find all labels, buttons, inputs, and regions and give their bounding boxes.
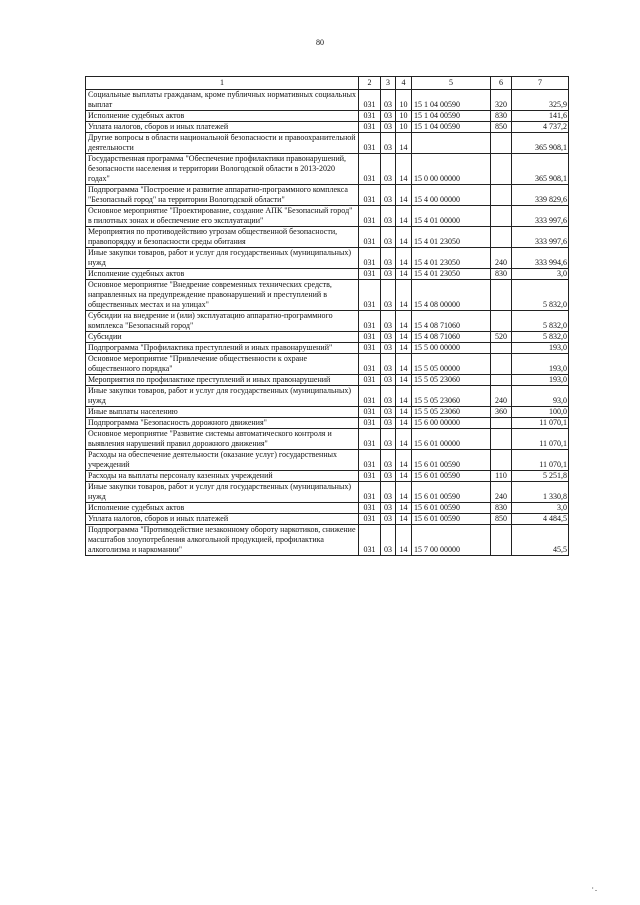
amount-cell: 4 737,2 (512, 122, 569, 133)
amount-cell: 333 994,6 (512, 248, 569, 269)
expense-type-cell (491, 525, 512, 556)
table-row (86, 386, 569, 407)
section-code-cell: 03 (381, 185, 396, 206)
section-code-cell: 03 (381, 407, 396, 418)
subsection-code-cell: 14 (396, 185, 412, 206)
ministry-code-cell: 031 (359, 248, 381, 269)
ministry-code-cell: 031 (359, 332, 381, 343)
expense-type-cell: 110 (491, 471, 512, 482)
amount-cell: 193,0 (512, 343, 569, 354)
section-code-cell: 03 (381, 206, 396, 227)
section-code-cell: 03 (381, 354, 396, 375)
expense-type-cell: 240 (491, 386, 512, 407)
amount-cell: 3,0 (512, 269, 569, 280)
table-row (86, 90, 569, 111)
section-code-cell: 03 (381, 227, 396, 248)
amount-cell: 11 070,1 (512, 450, 569, 471)
section-code-cell: 03 (381, 482, 396, 503)
ministry-code-cell: 031 (359, 227, 381, 248)
ministry-code-cell: 031 (359, 90, 381, 111)
expense-type-cell (491, 227, 512, 248)
amount-cell: 333 997,6 (512, 227, 569, 248)
target-article-cell: 15 5 05 00000 (412, 354, 491, 375)
row-name-cell: Исполнение судебных актов (86, 503, 359, 514)
target-article-cell: 15 4 08 71060 (412, 311, 491, 332)
subsection-code-cell: 14 (396, 503, 412, 514)
section-code-cell: 03 (381, 133, 396, 154)
section-code-cell: 03 (381, 429, 396, 450)
row-name-cell: Уплата налогов, сборов и иных платежей (86, 122, 359, 133)
ministry-code-cell: 031 (359, 503, 381, 514)
table-row (86, 269, 569, 280)
subsection-code-cell: 14 (396, 343, 412, 354)
target-article-cell: 15 1 04 00590 (412, 90, 491, 111)
subsection-code-cell: 14 (396, 154, 412, 185)
target-article-cell: 15 6 01 00590 (412, 503, 491, 514)
section-code-cell: 03 (381, 525, 396, 556)
column-header: 5 (412, 77, 491, 90)
column-header: 2 (359, 77, 381, 90)
column-header: 6 (491, 77, 512, 90)
ministry-code-cell: 031 (359, 471, 381, 482)
ministry-code-cell: 031 (359, 280, 381, 311)
subsection-code-cell: 14 (396, 375, 412, 386)
ministry-code-cell: 031 (359, 514, 381, 525)
amount-cell: 339 829,6 (512, 185, 569, 206)
ministry-code-cell: 031 (359, 154, 381, 185)
expense-type-cell (491, 418, 512, 429)
amount-cell: 5 832,0 (512, 311, 569, 332)
table-row (86, 111, 569, 122)
row-name-cell: Субсидии (86, 332, 359, 343)
table-row (86, 154, 569, 185)
row-name-cell: Подпрограмма "Профилактика преступлений и иных правонарушений" (86, 343, 359, 354)
row-name-cell: Уплата налогов, сборов и иных платежей (86, 514, 359, 525)
ministry-code-cell: 031 (359, 354, 381, 375)
expense-type-cell: 830 (491, 269, 512, 280)
amount-cell: 325,9 (512, 90, 569, 111)
row-name-cell: Другие вопросы в области национальной безопасности и правоохранительной деятельности (86, 133, 359, 154)
subsection-code-cell: 14 (396, 407, 412, 418)
section-code-cell: 03 (381, 418, 396, 429)
expense-type-cell (491, 375, 512, 386)
subsection-code-cell: 14 (396, 248, 412, 269)
ministry-code-cell: 031 (359, 133, 381, 154)
subsection-code-cell: 14 (396, 269, 412, 280)
ministry-code-cell: 031 (359, 111, 381, 122)
section-code-cell: 03 (381, 111, 396, 122)
subsection-code-cell: 14 (396, 418, 412, 429)
table-row (86, 429, 569, 450)
expense-type-cell (491, 280, 512, 311)
ministry-code-cell: 031 (359, 206, 381, 227)
expense-type-cell: 360 (491, 407, 512, 418)
amount-cell: 11 070,1 (512, 418, 569, 429)
section-code-cell: 03 (381, 332, 396, 343)
subsection-code-cell: 14 (396, 280, 412, 311)
amount-cell: 365 908,1 (512, 133, 569, 154)
target-article-cell: 15 4 08 00000 (412, 280, 491, 311)
expense-type-cell (491, 311, 512, 332)
section-code-cell: 03 (381, 90, 396, 111)
subsection-code-cell: 14 (396, 227, 412, 248)
section-code-cell: 03 (381, 503, 396, 514)
table-row (86, 280, 569, 311)
amount-cell: 100,0 (512, 407, 569, 418)
table-row (86, 343, 569, 354)
subsection-code-cell: 10 (396, 111, 412, 122)
target-article-cell: 15 4 08 71060 (412, 332, 491, 343)
section-code-cell: 03 (381, 248, 396, 269)
ministry-code-cell: 031 (359, 311, 381, 332)
table-row (86, 418, 569, 429)
ministry-code-cell: 031 (359, 450, 381, 471)
expense-type-cell (491, 154, 512, 185)
row-name-cell: Социальные выплаты гражданам, кроме публичных нормативных социальных выплат (86, 90, 359, 111)
column-header: 7 (512, 77, 569, 90)
expense-type-cell (491, 206, 512, 227)
target-article-cell: 15 4 00 00000 (412, 185, 491, 206)
amount-cell: 3,0 (512, 503, 569, 514)
budget-table (85, 76, 569, 556)
target-article-cell: 15 6 00 00000 (412, 418, 491, 429)
ministry-code-cell: 031 (359, 525, 381, 556)
amount-cell: 4 484,5 (512, 514, 569, 525)
table-row (86, 450, 569, 471)
subsection-code-cell: 14 (396, 525, 412, 556)
page-number: 80 (316, 38, 324, 47)
table-row (86, 227, 569, 248)
ministry-code-cell: 031 (359, 122, 381, 133)
amount-cell: 5 832,0 (512, 332, 569, 343)
section-code-cell: 03 (381, 375, 396, 386)
expense-type-cell: 850 (491, 122, 512, 133)
subsection-code-cell: 14 (396, 354, 412, 375)
expense-type-cell: 240 (491, 482, 512, 503)
subsection-code-cell: 14 (396, 133, 412, 154)
target-article-cell: 15 6 01 00590 (412, 482, 491, 503)
amount-cell: 333 997,6 (512, 206, 569, 227)
ministry-code-cell: 031 (359, 418, 381, 429)
ministry-code-cell: 031 (359, 375, 381, 386)
row-name-cell: Подпрограмма "Безопасность дорожного движения" (86, 418, 359, 429)
expense-type-cell (491, 343, 512, 354)
amount-cell: 5 832,0 (512, 280, 569, 311)
amount-cell: 193,0 (512, 354, 569, 375)
row-name-cell: Мероприятия по противодействию угрозам общественной безопасности, правопорядку и безопасности среды обитания (86, 227, 359, 248)
row-name-cell: Субсидии на внедрение и (или) эксплуатацию аппаратно-программного комплекса "Безопасный город" (86, 311, 359, 332)
subsection-code-cell: 10 (396, 122, 412, 133)
row-name-cell: Основное мероприятие "Проектирование, создание АПК "Безопасный город" в пилотных зонах и обеспечение его эксплуатации" (86, 206, 359, 227)
table-row (86, 206, 569, 227)
table-row (86, 248, 569, 269)
target-article-cell: 15 6 01 00590 (412, 450, 491, 471)
row-name-cell: Основное мероприятие "Развитие системы автоматического контроля и выявления нарушений правил дорожного движения" (86, 429, 359, 450)
expense-type-cell (491, 429, 512, 450)
subsection-code-cell: 14 (396, 429, 412, 450)
target-article-cell: 15 6 01 00590 (412, 514, 491, 525)
ministry-code-cell: 031 (359, 407, 381, 418)
expense-type-cell: 830 (491, 503, 512, 514)
subsection-code-cell: 14 (396, 514, 412, 525)
row-name-cell: Подпрограмма "Построение и развитие аппаратно-программного комплекса "Безопасный город" на территории Вологодской области" (86, 185, 359, 206)
row-name-cell: Иные закупки товаров, работ и услуг для государственных (муниципальных) нужд (86, 248, 359, 269)
target-article-cell: 15 5 05 23060 (412, 407, 491, 418)
table-row (86, 332, 569, 343)
ministry-code-cell: 031 (359, 185, 381, 206)
subsection-code-cell: 14 (396, 450, 412, 471)
target-article-cell: 15 6 01 00000 (412, 429, 491, 450)
ministry-code-cell: 031 (359, 269, 381, 280)
row-name-cell: Иные выплаты населению (86, 407, 359, 418)
row-name-cell: Расходы на выплаты персоналу казенных учреждений (86, 471, 359, 482)
row-name-cell: Исполнение судебных актов (86, 269, 359, 280)
section-code-cell: 03 (381, 280, 396, 311)
table-row (86, 525, 569, 556)
row-name-cell: Основное мероприятие "Внедрение современных технических средств, направленных на предупреждение правонарушений и преступлений в общественных местах и на улицах" (86, 280, 359, 311)
table-row (86, 482, 569, 503)
amount-cell: 1 330,8 (512, 482, 569, 503)
amount-cell: 141,6 (512, 111, 569, 122)
subsection-code-cell: 14 (396, 311, 412, 332)
section-code-cell: 03 (381, 514, 396, 525)
column-header: 3 (381, 77, 396, 90)
column-header: 1 (86, 77, 359, 90)
table-row (86, 471, 569, 482)
expense-type-cell (491, 133, 512, 154)
expense-type-cell: 240 (491, 248, 512, 269)
table-row (86, 375, 569, 386)
subsection-code-cell: 14 (396, 206, 412, 227)
amount-cell: 193,0 (512, 375, 569, 386)
target-article-cell: 15 5 00 00000 (412, 343, 491, 354)
column-header: 4 (396, 77, 412, 90)
expense-type-cell: 320 (491, 90, 512, 111)
table-row (86, 354, 569, 375)
section-code-cell: 03 (381, 122, 396, 133)
target-article-cell: 15 1 04 00590 (412, 111, 491, 122)
subsection-code-cell: 14 (396, 332, 412, 343)
target-article-cell: 15 7 00 00000 (412, 525, 491, 556)
row-name-cell: Исполнение судебных актов (86, 111, 359, 122)
expense-type-cell: 850 (491, 514, 512, 525)
section-code-cell: 03 (381, 450, 396, 471)
target-article-cell: 15 4 01 23050 (412, 227, 491, 248)
table-row (86, 122, 569, 133)
row-name-cell: Мероприятия по профилактике преступлений и иных правонарушений (86, 375, 359, 386)
row-name-cell: Государственная программа "Обеспечение профилактики правонарушений, безопасности населения и территории Вологодской области в 2013-2020 годах" (86, 154, 359, 185)
row-name-cell: Расходы на обеспечение деятельности (оказание услуг) государственных учреждений (86, 450, 359, 471)
row-name-cell: Подпрограмма "Противодействие незаконному обороту наркотиков, снижение масштабов злоупотребления алкогольной продукцией, профилактика алкоголизма и наркомании" (86, 525, 359, 556)
target-article-cell: 15 6 01 00590 (412, 471, 491, 482)
row-name-cell: Иные закупки товаров, работ и услуг для государственных (муниципальных) нужд (86, 386, 359, 407)
target-article-cell: 15 5 05 23060 (412, 386, 491, 407)
expense-type-cell (491, 354, 512, 375)
target-article-cell (412, 133, 491, 154)
expense-type-cell (491, 450, 512, 471)
target-article-cell: 15 1 04 00590 (412, 122, 491, 133)
table-row (86, 311, 569, 332)
table-row (86, 407, 569, 418)
target-article-cell: 15 4 01 23050 (412, 269, 491, 280)
section-code-cell: 03 (381, 343, 396, 354)
expense-type-cell (491, 185, 512, 206)
subsection-code-cell: 10 (396, 90, 412, 111)
table-row (86, 514, 569, 525)
ministry-code-cell: 031 (359, 482, 381, 503)
amount-cell: 365 908,1 (512, 154, 569, 185)
subsection-code-cell: 14 (396, 482, 412, 503)
expense-type-cell: 830 (491, 111, 512, 122)
corner-mark: ·. (591, 884, 598, 893)
ministry-code-cell: 031 (359, 429, 381, 450)
amount-cell: 11 070,1 (512, 429, 569, 450)
amount-cell: 5 251,8 (512, 471, 569, 482)
section-code-cell: 03 (381, 471, 396, 482)
section-code-cell: 03 (381, 154, 396, 185)
table-row (86, 185, 569, 206)
expense-type-cell: 520 (491, 332, 512, 343)
header-row (86, 77, 569, 90)
target-article-cell: 15 4 01 23050 (412, 248, 491, 269)
row-name-cell: Иные закупки товаров, работ и услуг для государственных (муниципальных) нужд (86, 482, 359, 503)
amount-cell: 45,5 (512, 525, 569, 556)
ministry-code-cell: 031 (359, 386, 381, 407)
section-code-cell: 03 (381, 269, 396, 280)
amount-cell: 93,0 (512, 386, 569, 407)
table-row (86, 503, 569, 514)
ministry-code-cell: 031 (359, 343, 381, 354)
row-name-cell: Основное мероприятие "Привлечение общественности к охране общественного порядка" (86, 354, 359, 375)
target-article-cell: 15 0 00 00000 (412, 154, 491, 185)
target-article-cell: 15 5 05 23060 (412, 375, 491, 386)
section-code-cell: 03 (381, 311, 396, 332)
table-row (86, 133, 569, 154)
target-article-cell: 15 4 01 00000 (412, 206, 491, 227)
subsection-code-cell: 14 (396, 471, 412, 482)
section-code-cell: 03 (381, 386, 396, 407)
subsection-code-cell: 14 (396, 386, 412, 407)
